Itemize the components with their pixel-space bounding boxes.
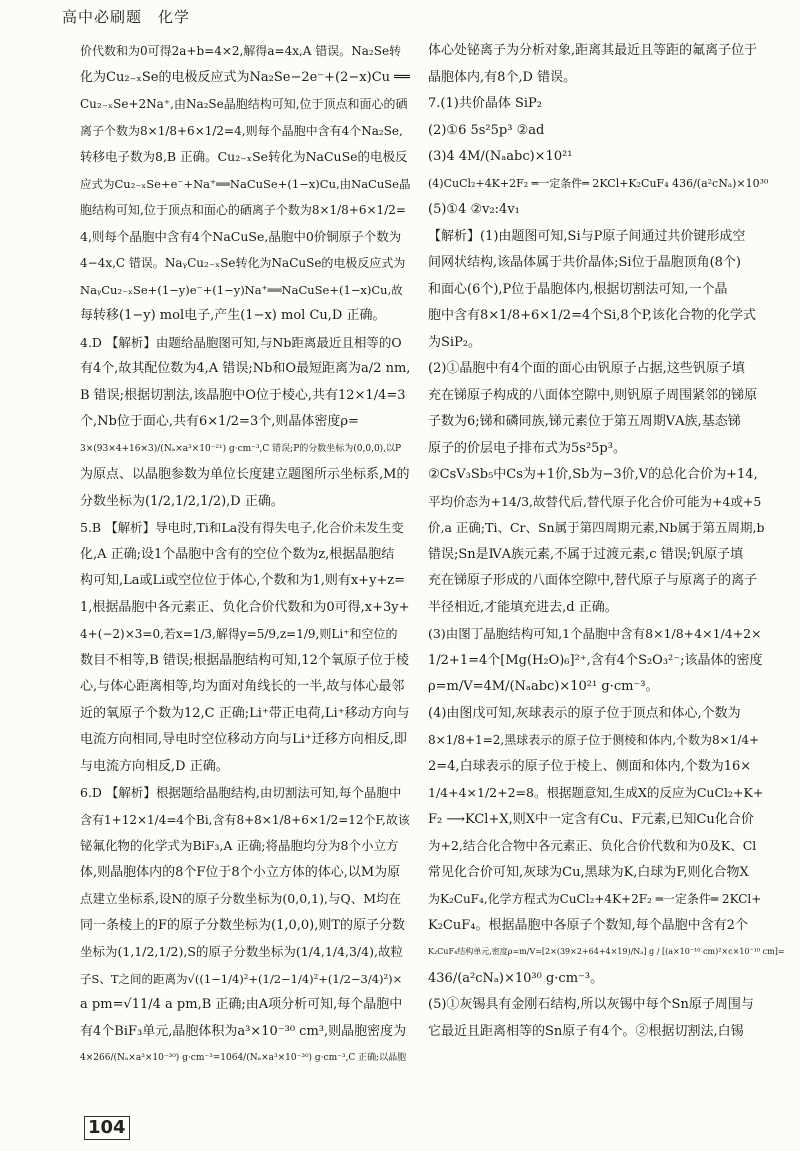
text-line: 原子的价层电子排布式为5s²5p³。: [428, 440, 626, 456]
text-line: F₂ ⟶KCl+X,则X中一定含有Cu、F元素,已知Cu化合价: [428, 811, 754, 827]
text-line: 错误;Sn是ⅣA族元素,不属于过渡元素,c 错误;钒原子填: [428, 546, 744, 562]
text-line: 构可知,La或Li或空位位于体心,个数和为1,则有x+y+z=: [80, 573, 406, 588]
text-line: 点建立坐标系,设N的原子分数坐标为(0,0,1),与Q、M均在: [80, 891, 401, 906]
text-line: 子S、T之间的距离为√((1−1/4)²+(1/2−1/4)²+(1/2−3/4)²)×: [80, 971, 403, 986]
text-line: 心,与体心距离相等,均为面对角线长的一半,故与体心最邻: [80, 679, 405, 694]
text-line: 它最近且距离相等的Sn原子有4个。②根据切割法,白锡: [428, 1023, 744, 1039]
text-line: 4.D 【解析】由题给晶胞图可知,与Nb距离最近且相等的O: [80, 334, 402, 350]
text-line: 离子个数为8×1/8+6×1/2=4,则每个晶胞中含有4个Na₂Se,: [80, 123, 403, 138]
page-header: [62, 6, 206, 27]
text-line: 胞中含有8×1/8+6×1/2=4个Si,8个P,该化合物的化学式: [428, 308, 756, 323]
text-line: 4,则每个晶胞中含有4个NaCuSe,晶胞中0价铜原子个数为: [80, 228, 402, 244]
text-line: 4+(−2)×3=0,若x=1/3,解得y=5/9,z=1/9,则Li⁺和空位的: [80, 627, 398, 641]
text-line: 为K₂CuF₄,化学方程式为CuCl₂+4K+2F₂ ═一定条件═ 2KCl+: [428, 892, 762, 906]
text-line: 5.B 【解析】导电时,Ti和La没有得失电子,化合价未发生变: [80, 520, 404, 535]
text-line: 【解析】(1)由题图可知,Si与P原子间通过共价键形成空: [428, 228, 746, 244]
text-line: 化为Cu₂₋ₓSe的电极反应式为Na₂Se−2e⁻+(2−x)Cu ══: [80, 69, 410, 85]
text-line: 胞结构可知,位于顶点和面心的硒离子个数为8×1/8+6×1/2=: [80, 203, 406, 217]
text-line: 1/4+4×1/2+2=8。根据题意知,生成X的反应为CuCl₂+K+: [428, 785, 764, 800]
text-line: 转移电子数为8,B 正确。Cu₂₋ₓSe转化为NaCuSe的电极反: [80, 149, 408, 164]
text-line: 为SiP₂。: [428, 334, 482, 350]
text-line: 常见化合价可知,灰球为Cu,黑球为K,白球为F,则化合物X: [428, 864, 749, 880]
text-line: 应式为Cu₂₋ₓSe+e⁻+Na⁺══NaCuSe+(1−x)Cu,由NaCuSe晶: [80, 176, 411, 191]
text-line: 晶胞体内,有8个,D 错误。: [428, 69, 577, 85]
text-line: 同一条棱上的F的原子分数坐标为(1,0,0),则T的原子分数: [80, 917, 406, 933]
text-line: 个,Nb位于面心,共有6×1/2=3个,则晶体密度ρ=: [80, 414, 359, 429]
text-line: 化,A 正确;设1个晶胞中含有的空位个数为z,根据晶胞结: [80, 546, 395, 562]
text-line: K₂CuF₄。根据晶胞中各原子个数知,每个晶胞中含有2个: [428, 917, 748, 933]
text-line: 有4个BiF₃单元,晶胞体积为a³×10⁻³⁰ cm³,则晶胞密度为: [80, 1023, 407, 1039]
text-line: 3×(93×4+16×3)/(Nₐ×a³×10⁻²¹) g·cm⁻³,C 错误;P的分数坐标为(0,0,0),以P: [80, 443, 402, 454]
text-line: ρ=m/V=4M/(Nₐabc)×10²¹ g·cm⁻³。: [428, 679, 659, 694]
text-line: B 错误;根据切割法,该晶胞中O位于棱心,共有12×1/4=3: [80, 387, 406, 403]
text-line: 6.D 【解析】根据题给晶胞结构,由切割法可知,每个晶胞中: [80, 785, 402, 800]
text-line: 平均价态为+14/3,故替代后,替代原子化合价可能为+4或+5: [428, 493, 762, 509]
text-line: 1,根据晶胞中各元素正、负化合价代数和为0可得,x+3y+: [80, 599, 410, 615]
text-line: 电流方向相同,导电时空位移动方向与Li⁺迁移方向相反,即: [80, 732, 407, 747]
text-line: 分数坐标为(1/2,1/2,1/2),D 正确。: [80, 493, 284, 509]
text-line: (5)①4 ②v₂:4v₁: [428, 202, 520, 217]
text-line: 充在锑原子构成的八面体空隙中,则钒原子周围紧邻的锑原: [428, 387, 758, 403]
text-line: 体,则晶胞体内的8个F位于8个小立方体的体心,以M为原: [80, 864, 401, 880]
text-line: 子数为6;锑和磷同族,锑元素位于第五周期ⅤA族,基态锑: [428, 414, 741, 429]
subject-title: 化学: [158, 8, 191, 26]
text-line: 4−4x,C 错误。NaᵧCu₂₋ₓSe转化为NaCuSe的电极反应式为: [80, 256, 406, 270]
text-line: 7.(1)共价晶体 SiP₂: [428, 96, 542, 111]
text-line: (4)CuCl₂+4K+2F₂ ═一定条件═ 2KCl+K₂CuF₄ 436/(a²cNₐ)×10³⁰: [428, 176, 769, 190]
page-number: 104: [84, 1116, 130, 1140]
text-line: 与电流方向相反,D 正确。: [80, 758, 229, 774]
text-line: 坐标为(1,1/2,1/2),S的原子分数坐标为(1/4,1/4,3/4),故粒: [80, 944, 403, 959]
right-column: [428, 38, 785, 1045]
text-line: 含有1+12×1/4=4个Bi,含有8+8×1/8+6×1/2=12个F,故该: [80, 812, 410, 827]
left-column: [80, 38, 410, 1072]
text-line: 每转移(1−y) mol电子,产生(1−x) mol Cu,D 正确。: [80, 308, 386, 323]
text-line: ②CsV₃Sb₅中Cs为+1价,Sb为−3价,V的总化合价为+14,: [428, 467, 758, 482]
text-line: (3)由图丁晶胞结构可知,1个晶胞中含有8×1/8+4×1/4+2×: [428, 626, 762, 641]
text-line: 间网状结构,该晶体属于共价晶体;Si位于晶胞顶角(8个): [428, 255, 741, 270]
text-line: 4×266/(Nₐ×a³×10⁻³⁰) g·cm⁻³=1064/(Nₐ×a³×10⁻³⁰) g·cm⁻³,C 正确;以晶胞: [80, 1053, 407, 1063]
text-line: 2=4,白球表示的原子位于棱上、侧面和体内,个数为16×: [428, 758, 752, 774]
text-line: 为+2,结合化合物中各元素正、负化合价代数和为0及K、Cl: [428, 838, 757, 853]
text-line: (3)4 4M/(Nₐabc)×10²¹: [428, 149, 573, 164]
text-line: Cu₂₋ₓSe+2Na⁺,由Na₂Se晶胞结构可知,位于顶点和面心的硒: [80, 97, 408, 111]
text-line: (4)由图戊可知,灰球表示的原子位于顶点和体心,个数为: [428, 705, 741, 721]
text-line: a pm=√11/4 a pm,B 正确;由A项分析可知,每个晶胞中: [80, 997, 403, 1012]
text-line: 近的氧原子个数为12,C 正确;Li⁺带正电荷,Li⁺移动方向与: [80, 705, 410, 721]
text-line: (2)①6 5s²5p³ ②ad: [428, 122, 545, 138]
text-line: (5)①灰锡具有金刚石结构,所以灰锡中每个Sn原子周围与: [428, 997, 754, 1012]
text-line: NaᵧCu₂₋ₓSe+(1−y)e⁻+(1−y)Na⁺══NaCuSe+(1−x)Cu,故: [80, 282, 403, 297]
text-line: 价,a 正确;Ti、Cr、Sn属于第四周期元素,Nb属于第五周期,b: [428, 520, 765, 535]
text-line: 为原点、以晶胞参数为单位长度建立题图所示坐标系,M的: [80, 467, 410, 482]
text-line: K₂CuF₄结构单元,密度ρ=m/V=[2×(39×2+64+4×19)/Nₐ] g / [(a×10⁻¹⁰ cm)²×c×10⁻¹⁰ cm]=: [428, 947, 785, 956]
text-line: 体心处铋离子为分析对象,距离其最近且等距的氟离子位于: [428, 43, 758, 58]
text-line: 充在锑原子形成的八面体空隙中,替代原子与原离子的离子: [428, 573, 758, 588]
text-line: 数目不相等,B 错误;根据晶胞结构可知,12个氧原子位于棱: [80, 652, 409, 668]
text-line: 有4个,故其配位数为4,A 错误;Nb和O最短距离为a/2 nm,: [80, 361, 411, 376]
text-line: 铋氟化物的化学式为BiF₃,A 正确;将晶胞均分为8个小立方: [80, 838, 399, 853]
text-line: 436/(a²cNₐ)×10³⁰ g·cm⁻³。: [428, 970, 604, 986]
text-line: 和面心(6个),P位于晶胞体内,根据切割法可知,一个晶: [428, 281, 728, 297]
text-line: 价代数和为0可得2a+b=4×2,解得a=4x,A 错误。Na₂Se转: [80, 44, 402, 58]
text-line: (2)①晶胞中有4个面的面心由钒原子占据,这些钒原子填: [428, 361, 745, 376]
text-line: 1/2+1=4个[Mg(H₂O)₆]²⁺,含有4个S₂O₃²⁻;该晶体的密度: [428, 652, 763, 668]
book-title: 高中必刷题: [62, 8, 143, 26]
text-line: 8×1/8+1=2,黑球表示的原子位于侧棱和体内,个数为8×1/4+: [428, 733, 760, 747]
text-line: 半径相近,才能填充进去,d 正确。: [428, 599, 618, 615]
